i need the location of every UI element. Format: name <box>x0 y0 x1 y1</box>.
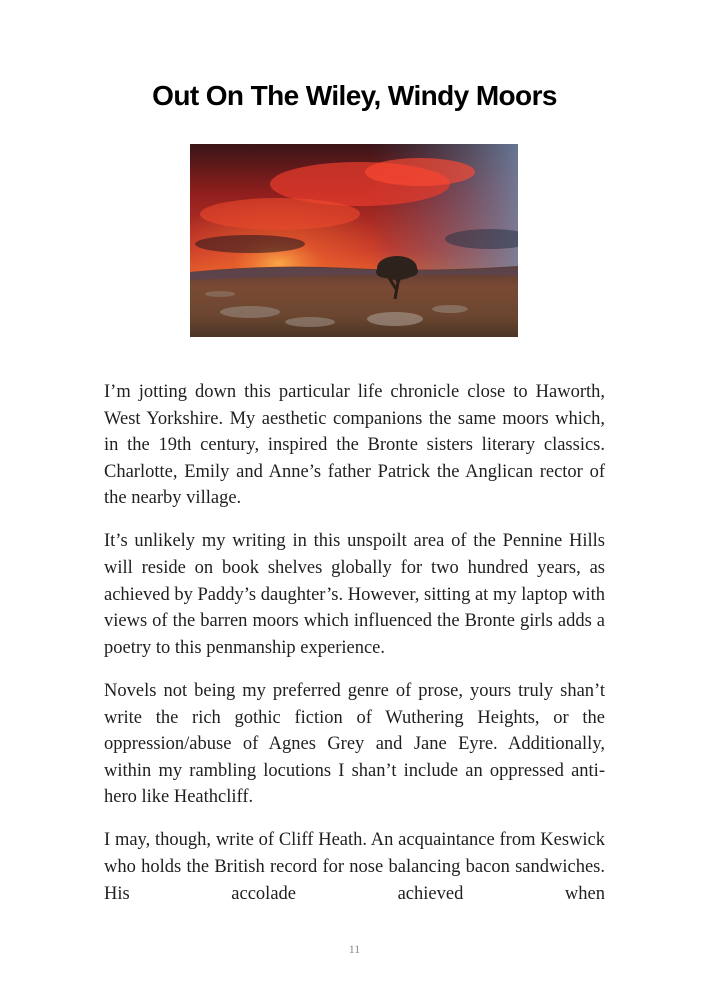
paragraph-3: Novels not being my preferred genre of prose, yours truly shan’t write the rich gothic fiction of Wuthering Heights, or the oppression/abuse of Agnes Grey and Jane Eyre. Additionally, within my rambling locutions I shan’t include an oppressed anti-hero like Heathcliff. <box>104 680 605 808</box>
page-title: Out On The Wiley, Windy Moors <box>152 80 557 111</box>
paragraph-4: I may, though, write of Cliff Heath. An acquaintance from Keswick who holds the British record for nose balancing bacon sandwiches. His accolade achieved when <box>104 830 605 904</box>
paragraph-1: I’m jotting down this particular life chronicle close to Haworth, West Yorkshire. My aesthetic companions the same moors which, in the 19th century, inspired the Bronte sisters literary classics. Charlotte, Emily and Anne’s father Patrick the Anglican rector of the nearby village. <box>104 382 605 509</box>
moorland-sunset-photo <box>190 144 518 337</box>
page-number: 11 <box>348 942 361 956</box>
body-text <box>104 379 605 924</box>
paragraph-2: It’s unlikely my writing in this unspoilt area of the Pennine Hills will reside on book shelves globally for two hundred years, as achieved by Paddy’s daughter’s. However, sitting at my laptop with views of the barren moors which influenced the Bronte girls adds a poetry to this penmanship experience. <box>104 531 605 658</box>
